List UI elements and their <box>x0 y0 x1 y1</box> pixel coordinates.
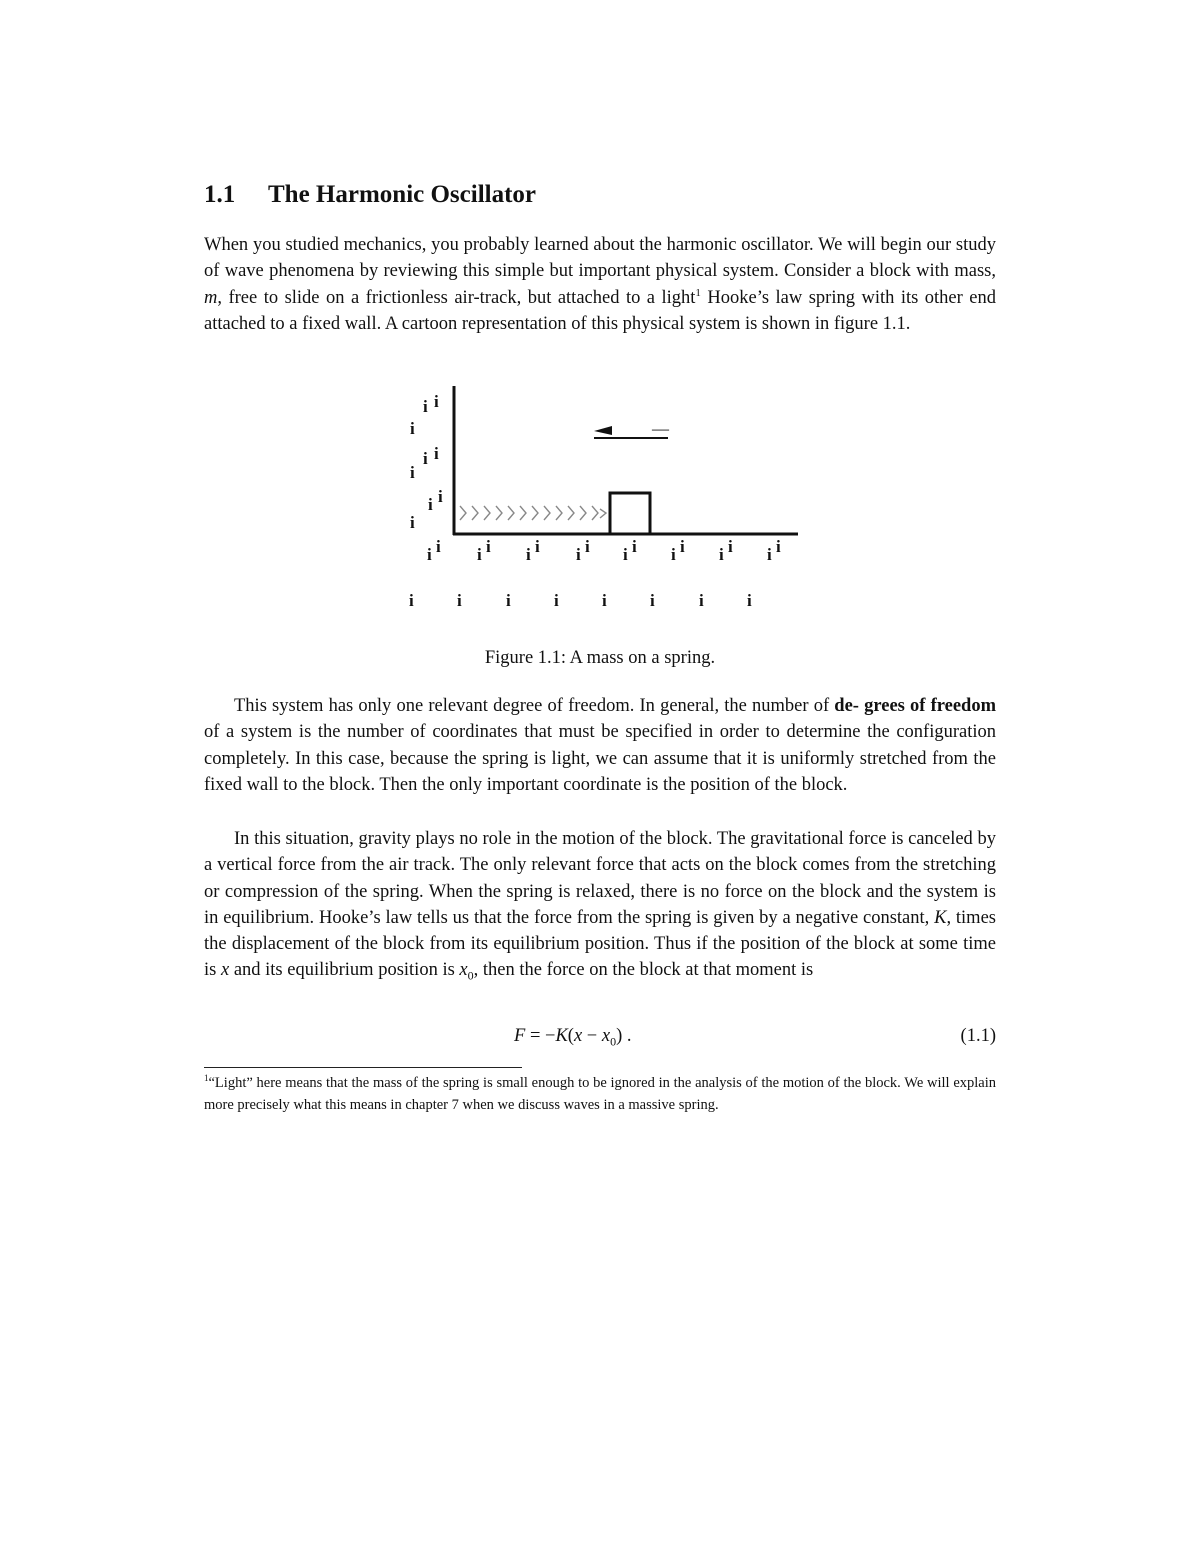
svg-text:i: i <box>585 537 590 556</box>
dof-text-1: This system has only one relevant degree of freedom. In general, the number of <box>234 696 835 716</box>
intro-paragraph <box>204 232 996 337</box>
svg-text:i: i <box>486 537 491 556</box>
track-glyphs-upper <box>427 537 781 564</box>
hooke-text-1: In this situation, gravity plays no role in the motion of the block. The gravitational force is canceled by a vertical force from the air track. The only relevant force that acts on the block comes from the stretching or compression of the spring. When the spring is relaxed, there is no force on the block and the system is in equilibrium. Hooke’s law tells us that the force from the spring is given by a negative constant, <box>204 829 996 928</box>
svg-text:i: i <box>767 545 772 564</box>
position-symbol: x <box>220 960 230 981</box>
svg-text:i: i <box>436 537 441 556</box>
hooke-text-2: , times the displacement of the block from its equilibrium position. Thus if the position of the block at some time is <box>204 907 996 981</box>
svg-text:i: i <box>434 444 439 463</box>
svg-text:i: i <box>680 537 685 556</box>
footnote-text: “Light” here means that the mass of the spring is small enough to be ignored in the analysis of the motion of the block. We will explain more precisely what this means in chapter 7 when we discuss waves in a massive spring. <box>204 1075 996 1113</box>
svg-text:i: i <box>428 495 433 514</box>
mass-spring-figure <box>400 382 800 612</box>
section-heading <box>204 178 536 212</box>
dof-term: de- grees of freedom <box>834 696 997 716</box>
spring <box>460 506 606 520</box>
svg-text:i: i <box>438 487 443 506</box>
dof-text-2: of a system is the number of coordinates that must be specified in order to determine the configuration completely. In this case, because the spring is light, we can assume that it is uniformly stretched from the fixed wall to the block. Then the only important coordinate is the position of the block. <box>204 722 996 795</box>
mass-symbol: m <box>204 287 218 308</box>
svg-text:i: i <box>423 397 428 416</box>
mass-block <box>610 493 650 534</box>
spring-constant-symbol: K <box>934 907 947 928</box>
svg-text:i: i <box>632 537 637 556</box>
footnote-ref[interactable]: 1 <box>695 286 701 299</box>
svg-text:i: i <box>434 392 439 411</box>
footnote-rule <box>204 1067 522 1068</box>
svg-text:i: i <box>409 591 414 610</box>
figure-caption: Figure 1.1: A mass on a spring. <box>484 648 716 668</box>
track-glyphs-lower <box>409 591 752 610</box>
intro-text-1: When you studied mechanics, you probably learned about the harmonic oscillator. We will begin our study of wave phenomena by reviewing this simple but important physical system. Consider a block with mass, <box>204 235 996 282</box>
svg-text:i: i <box>526 545 531 564</box>
svg-text:i: i <box>410 513 415 532</box>
svg-text:i: i <box>728 537 733 556</box>
equilibrium-subscript: 0 <box>467 969 474 984</box>
svg-text:i: i <box>457 591 462 610</box>
arrow-left-icon <box>594 419 670 438</box>
arrow-label: — <box>652 419 669 438</box>
hookes-law-paragraph <box>204 826 996 984</box>
footnote-marker: 1 <box>204 1073 209 1083</box>
svg-text:i: i <box>423 449 428 468</box>
section-title: The Harmonic Oscillator <box>268 181 537 208</box>
svg-text:i: i <box>747 591 752 610</box>
degrees-of-freedom-paragraph <box>204 693 996 798</box>
svg-text:i: i <box>410 463 415 482</box>
equation-1-1 <box>204 1022 996 1050</box>
equation-number: (1.1) <box>960 1026 996 1046</box>
hooke-text-4: , then the force on the block at that moment is <box>473 960 814 981</box>
svg-text:i: i <box>427 545 432 564</box>
svg-text:i: i <box>719 545 724 564</box>
intro-text-2: , free to slide on a frictionless air-track, but attached to a light <box>217 287 696 308</box>
svg-text:i: i <box>699 591 704 610</box>
equilibrium-symbol: x <box>459 960 468 981</box>
svg-text:i: i <box>410 419 415 438</box>
footnote <box>204 1072 996 1116</box>
svg-text:i: i <box>535 537 540 556</box>
svg-text:i: i <box>602 591 607 610</box>
svg-text:i: i <box>776 537 781 556</box>
hooke-text-3: and its equilibrium position is <box>229 960 460 981</box>
section-number: 1.1 <box>204 181 236 208</box>
svg-text:i: i <box>671 545 676 564</box>
svg-text:i: i <box>576 545 581 564</box>
svg-text:i: i <box>554 591 559 610</box>
intro-text-3: Hooke’s law spring with its other end attached to a fixed wall. A cartoon representation of this physical system is shown in figure 1.1. <box>204 287 996 334</box>
svg-text:i: i <box>623 545 628 564</box>
svg-text:i: i <box>650 591 655 610</box>
svg-text:i: i <box>506 591 511 610</box>
svg-text:i: i <box>477 545 482 564</box>
mass-spring-diagram <box>400 382 800 612</box>
wall-glyphs <box>410 392 443 532</box>
equation-expression: $F = -K(x - x_0)$ . <box>514 1026 632 1049</box>
